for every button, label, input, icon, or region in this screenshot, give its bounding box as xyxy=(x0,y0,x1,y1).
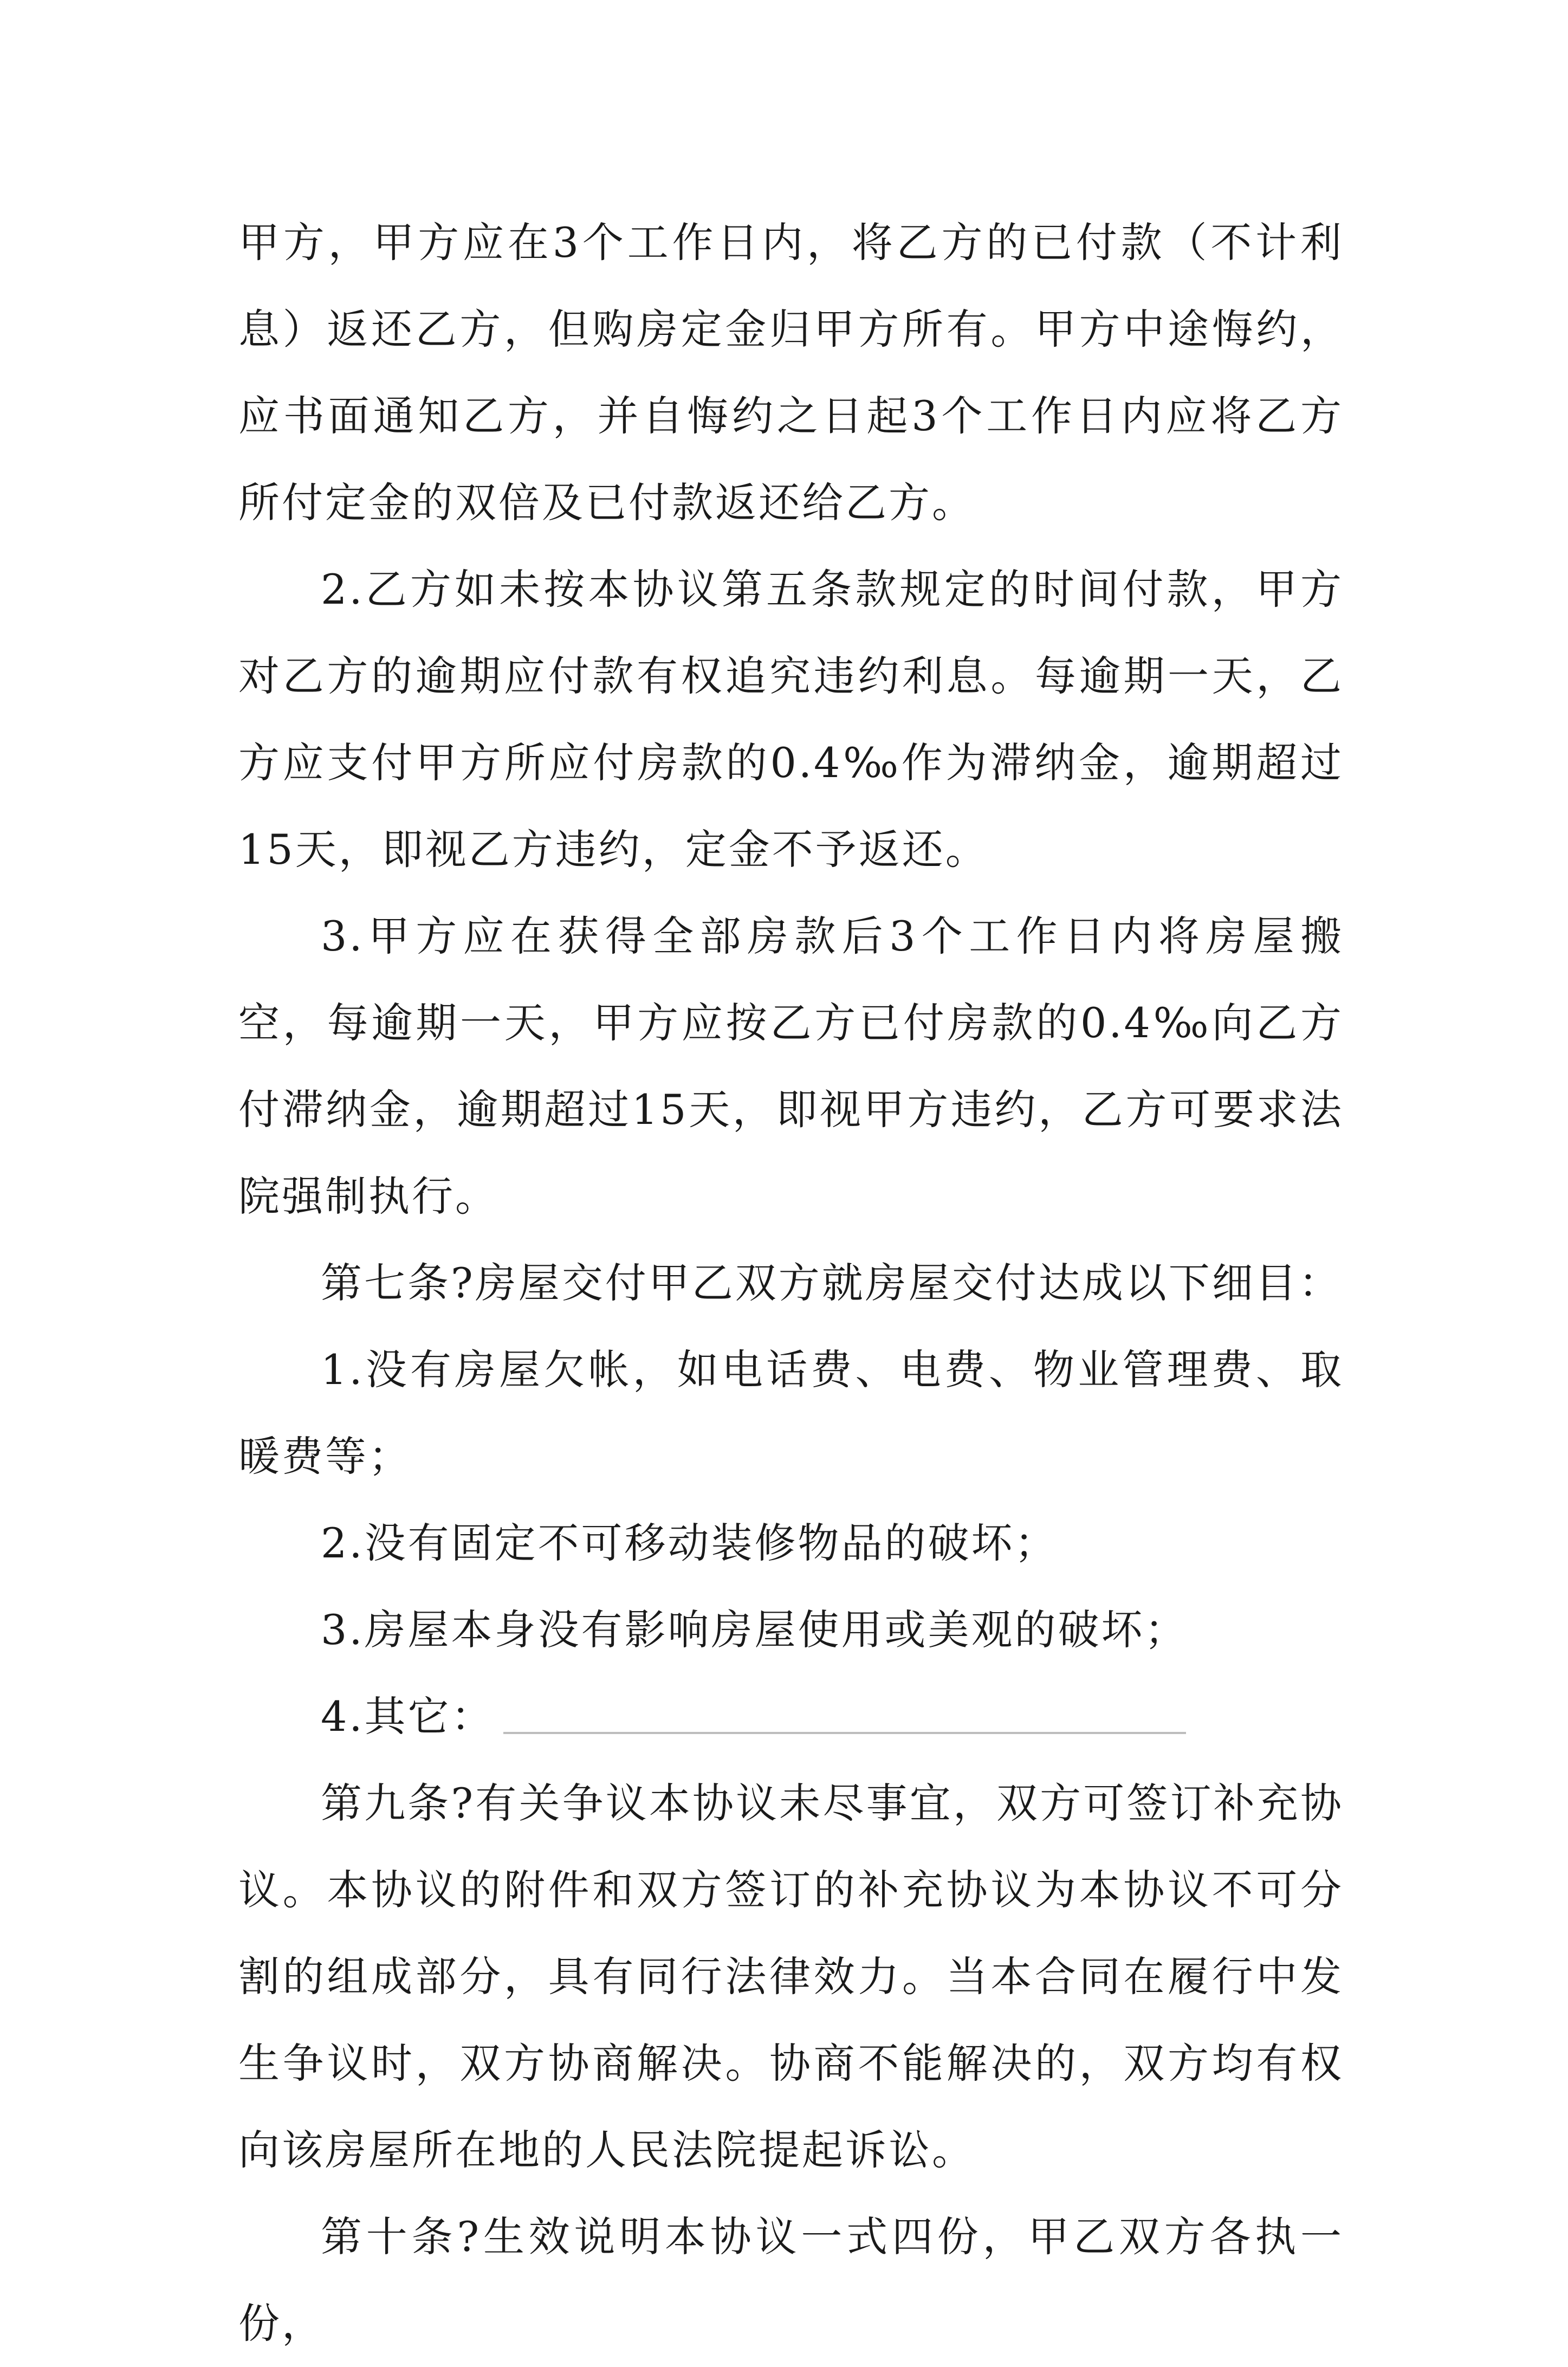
paragraph-seller-vacate: 3.甲方应在获得全部房款后3个工作日内将房屋搬空，每逾期一天，甲方应按乙方已付房款的0.4‰向乙方付滞纳金，逾期超过15天，即视甲方违约，乙方可要求法院强制执行。 xyxy=(238,912,1344,1220)
item-4-label: 4.其它： xyxy=(321,1692,495,1741)
paragraph-article-7-heading: 第七条?房屋交付甲乙双方就房屋交付达成以下细目： xyxy=(321,1259,1342,1307)
document-body xyxy=(238,199,1344,2367)
paragraph-item-2-no-damage: 2.没有固定不可移动装修物品的破坏； xyxy=(321,1519,1058,1567)
paragraph-item-1-no-arrears: 1.没有房屋欠帐，如电话费、电费、物业管理费、取暖费等； xyxy=(238,1346,1344,1480)
paragraph-article-9-disputes: 第九条?有关争议本协议未尽事宜，双方可签订补充协议。本协议的附件和双方签订的补充协议为本协议不可分割的组成部分，具有同行法律效力。当本合同在履行中发生争议时，双方协商解决。协商不能解决的，双方均有权向该房屋所在地的人民法院提起诉讼。 xyxy=(238,1779,1344,2174)
paragraph-item-3-no-use-damage: 3.房屋本身没有影响房屋使用或美观的破坏； xyxy=(321,1606,1188,1654)
paragraph-article-10-effect: 第十条?生效说明本协议一式四份，甲乙双方各执一份， xyxy=(238,2213,1344,2347)
paragraph-refund-terms: 甲方，甲方应在3个工作日内，将乙方的已付款（不计利息）返还乙方，但购房定金归甲方所有。甲方中途悔约，应书面通知乙方，并自悔约之日起3个工作日内应将乙方所付定金的双倍及已付款返还给乙方。 xyxy=(238,218,1344,527)
paragraph-buyer-late-payment: 2.乙方如未按本协议第五条款规定的时间付款，甲方对乙方的逾期应付款有权追究违约利息。每逾期一天，乙方应支付甲方所应付房款的0.4‰作为滞纳金，逾期超过15天，即视乙方违约，定金不予返还。 xyxy=(238,565,1344,874)
paragraph-item-4-other xyxy=(238,1673,1344,1760)
fill-in-blank-line xyxy=(503,1732,1186,1734)
